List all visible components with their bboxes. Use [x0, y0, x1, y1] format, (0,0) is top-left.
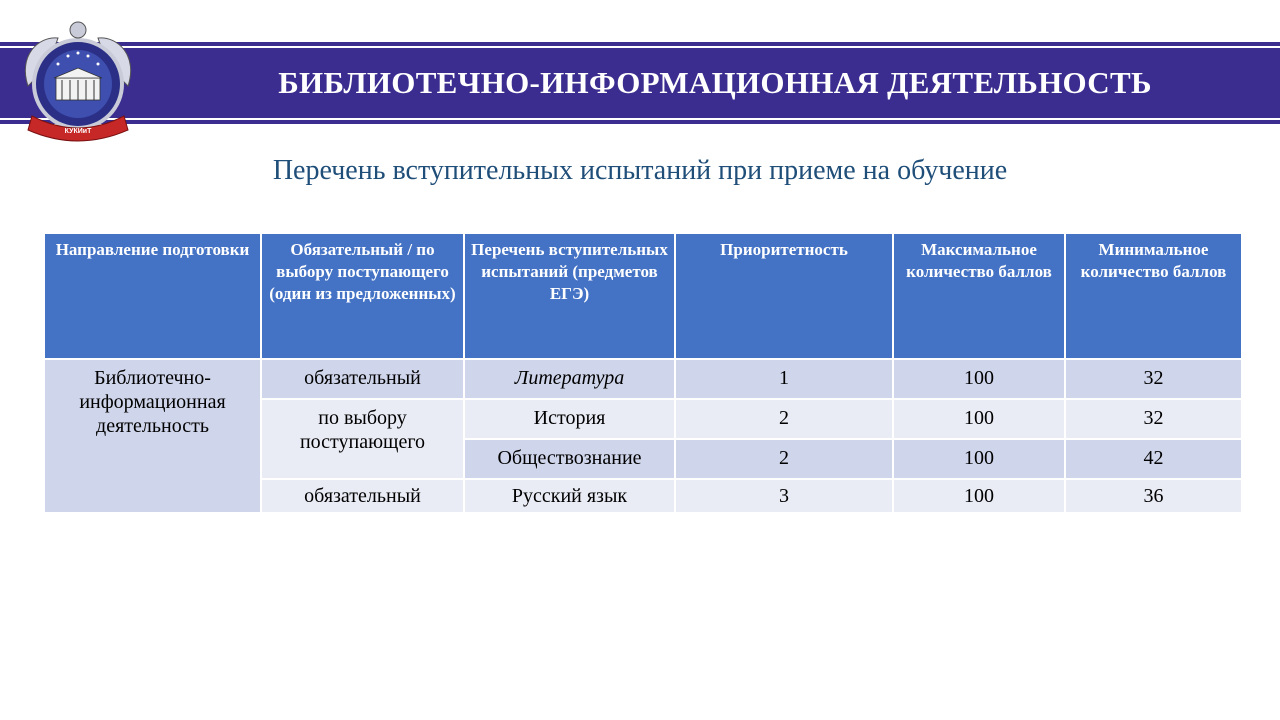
header-banner — [0, 42, 1280, 124]
table-header-row — [44, 233, 1242, 359]
header-max-score: Максимальное количество баллов — [893, 233, 1065, 359]
table-row — [44, 359, 1242, 399]
header-min-score: Минимальное количество баллов — [1065, 233, 1242, 359]
emblem-icon — [18, 16, 138, 142]
type-cell: обязательный — [261, 479, 464, 513]
max-score-cell: 100 — [893, 439, 1065, 479]
max-score-cell: 100 — [893, 399, 1065, 439]
min-score-cell: 36 — [1065, 479, 1242, 513]
university-logo — [18, 16, 138, 142]
direction-cell: Библиотечно-информационная деятельность — [44, 359, 261, 513]
max-score-cell: 100 — [893, 359, 1065, 399]
priority-cell: 3 — [675, 479, 893, 513]
priority-cell: 1 — [675, 359, 893, 399]
min-score-cell: 32 — [1065, 399, 1242, 439]
priority-cell: 2 — [675, 399, 893, 439]
entrance-exams-table — [43, 232, 1243, 514]
subject-cell: Русский язык — [464, 479, 675, 513]
max-score-cell: 100 — [893, 479, 1065, 513]
priority-cell: 2 — [675, 439, 893, 479]
min-score-cell: 42 — [1065, 439, 1242, 479]
type-cell: по выбору поступающего — [261, 399, 464, 479]
header-priority: Приоритетность — [675, 233, 893, 359]
logo-text: КУКИиТ — [64, 128, 92, 135]
min-score-cell: 32 — [1065, 359, 1242, 399]
header-subjects: Перечень вступительных испытаний (предметов ЕГЭ) — [464, 233, 675, 359]
page-title: БИБЛИОТЕЧНО-ИНФОРМАЦИОННАЯ ДЕЯТЕЛЬНОСТЬ — [278, 65, 1152, 100]
subject-cell: Литература — [464, 359, 675, 399]
subtitle: Перечень вступительных испытаний при приеме на обучение — [272, 155, 1008, 186]
subject-cell: Обществознание — [464, 439, 675, 479]
header-direction: Направление подготовки — [44, 233, 261, 359]
type-cell: обязательный — [261, 359, 464, 399]
header-type: Обязательный / по выбору поступающего (один из предложенных) — [261, 233, 464, 359]
subject-cell: История — [464, 399, 675, 439]
